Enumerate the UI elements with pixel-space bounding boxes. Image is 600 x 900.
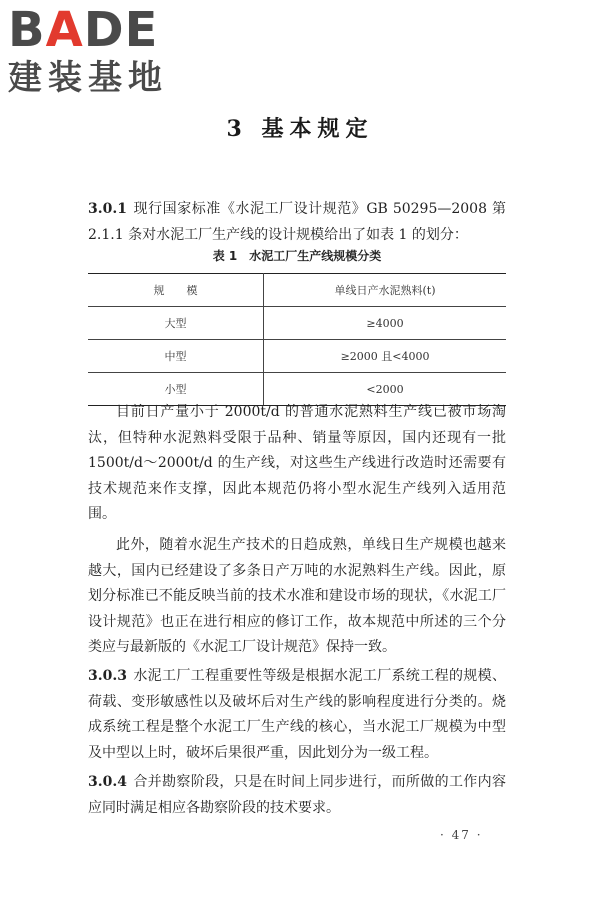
clause-text: 现行国家标准《水泥工厂设计规范》GB 50295—2008 第2.1.1 条对水泥工厂生产线的设计规模给出了如表 1 的划分： bbox=[88, 201, 506, 243]
paragraph: 目前日产量小于 2000t/d 的普通水泥熟料生产线已被市场淘汰，但特种水泥熟料受限于品种、销量等原因，国内还现有一批 1500t/d～2000t/d 的生产线，对这些生产线进行改造时还需要有技术规范来作支撑，因此本规范仍将小型水泥生产线列入适用范围。 bbox=[88, 404, 506, 522]
page-number: · 47 · bbox=[440, 828, 483, 842]
table-cell: 大型 bbox=[88, 307, 264, 340]
table-header-row bbox=[88, 274, 506, 307]
clause-text: 水泥工厂工程重要性等级是根据水泥工厂系统工程的规模、荷载、变形敏感性以及破坏后对生产线的影响程度进行分类的。烧成系统工程是整个水泥工厂生产线的核心，当水泥工厂规模为中型及中型以上时，破坏后果很严重，因此划分为一级工程。 bbox=[88, 668, 506, 761]
clause-text: 合并勘察阶段，只是在时间上同步进行，而所做的工作内容应同时满足相应各勘察阶段的技术要求。 bbox=[88, 774, 506, 816]
clause-number: 3.0.4 bbox=[88, 774, 127, 790]
table-cell: 中型 bbox=[88, 340, 264, 373]
clause-number: 3.0.3 bbox=[88, 668, 127, 684]
logo-wordmark: BADE bbox=[8, 2, 159, 58]
table-cell: 小型 bbox=[88, 373, 264, 406]
chapter-title: 3 基本规定 bbox=[226, 116, 374, 142]
table-cell: <2000 bbox=[264, 373, 506, 406]
clause-3-0-1 bbox=[88, 197, 506, 248]
paragraph: 此外，随着水泥生产技术的日趋成熟，单线日生产规模也越来越大，国内已经建设了多条日产万吨的水泥熟料生产线。因此，原划分标准已不能反映当前的技术水准和建设市场的现状，《水泥工厂设计规范》也正在进行相应的修订工作，故本规范中所述的三个分类应与最新版的《水泥工厂设计规范》保持一致。 bbox=[88, 537, 506, 655]
clause-number: 3.0.1 bbox=[88, 201, 127, 217]
brand-logo bbox=[8, 4, 178, 98]
scale-table bbox=[88, 273, 506, 406]
table-title: 表 1 水泥工厂生产线规模分类 bbox=[212, 249, 382, 263]
table-header-cell: 规 模 bbox=[88, 274, 264, 307]
table-row bbox=[88, 340, 506, 373]
table-cell: ≥4000 bbox=[264, 307, 506, 340]
table-header-cell: 单线日产水泥熟料(t) bbox=[264, 274, 506, 307]
table-row bbox=[88, 307, 506, 340]
logo-subtitle: 建装基地 bbox=[8, 58, 168, 98]
table-cell: ≥2000 且<4000 bbox=[264, 340, 506, 373]
clause-3-0-4 bbox=[88, 770, 506, 821]
clause-3-0-3 bbox=[88, 664, 506, 766]
